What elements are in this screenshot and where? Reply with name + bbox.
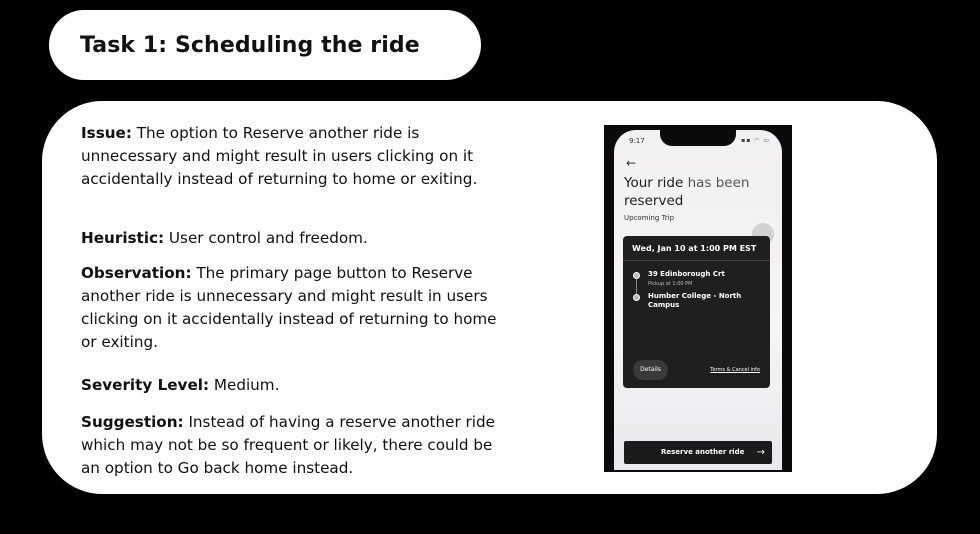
heading-light: has been bbox=[683, 175, 750, 191]
observation-paragraph bbox=[81, 262, 501, 354]
severity-text: Medium. bbox=[209, 376, 280, 394]
observation-label: Observation: bbox=[81, 264, 192, 282]
trip-card bbox=[623, 236, 770, 388]
pickup-time: Pickup at 1:00 PM bbox=[648, 281, 693, 287]
suggestion-label: Suggestion: bbox=[81, 413, 184, 431]
issue-text: The option to Reserve another ride is unnecessary and might result in users clicking on it accidentally instead of returning to home or exiting. bbox=[81, 124, 478, 188]
phone-screen bbox=[614, 130, 782, 470]
trip-date: Wed, Jan 10 at 1:00 PM EST bbox=[623, 236, 770, 261]
upcoming-trip-label: Upcoming Trip bbox=[624, 214, 675, 222]
back-arrow-icon[interactable]: ← bbox=[626, 156, 637, 170]
heuristic-text: User control and freedom. bbox=[164, 229, 368, 247]
heuristic-paragraph bbox=[81, 227, 501, 250]
reserve-another-ride-button[interactable] bbox=[624, 441, 772, 464]
pickup-address: 39 Edinborough Crt bbox=[648, 270, 725, 278]
heading-bold: Your ride bbox=[624, 175, 684, 191]
details-button[interactable]: Details bbox=[633, 360, 668, 380]
issue-paragraph bbox=[81, 122, 501, 191]
issue-label: Issue: bbox=[81, 124, 132, 142]
status-time: 9:17 bbox=[629, 137, 645, 145]
severity-label: Severity Level: bbox=[81, 376, 210, 394]
observation-text: The primary page button to Reserve another ride is unnecessary and might result in users clicking on it accidentally instead of returning to home or exiting. bbox=[81, 264, 497, 351]
phone-notch bbox=[660, 130, 736, 146]
phone-screenshot bbox=[604, 125, 792, 472]
heading-line2: reserved bbox=[624, 193, 684, 209]
severity-paragraph bbox=[81, 374, 501, 397]
title-pill bbox=[49, 10, 481, 80]
pickup-pin-icon bbox=[633, 272, 640, 279]
reserve-button-label: Reserve another ride bbox=[661, 448, 745, 456]
arrow-right-icon: → bbox=[756, 447, 765, 458]
dropoff-address: Humber College - North Campus bbox=[648, 292, 742, 309]
status-icons: ▪▪ ◠ ▭ bbox=[741, 137, 770, 144]
heuristic-label: Heuristic: bbox=[81, 229, 165, 247]
suggestion-paragraph bbox=[81, 411, 501, 480]
dropoff-pin-icon bbox=[633, 294, 640, 301]
suggestion-text: Instead of having a reserve another ride which may not be so frequent or likely, there could be an option to Go back home instead. bbox=[81, 413, 495, 477]
screen-heading bbox=[624, 174, 774, 210]
terms-cancel-link[interactable]: Terms & Cancel info bbox=[710, 367, 760, 373]
page-title: Task 1: Scheduling the ride bbox=[80, 32, 420, 58]
